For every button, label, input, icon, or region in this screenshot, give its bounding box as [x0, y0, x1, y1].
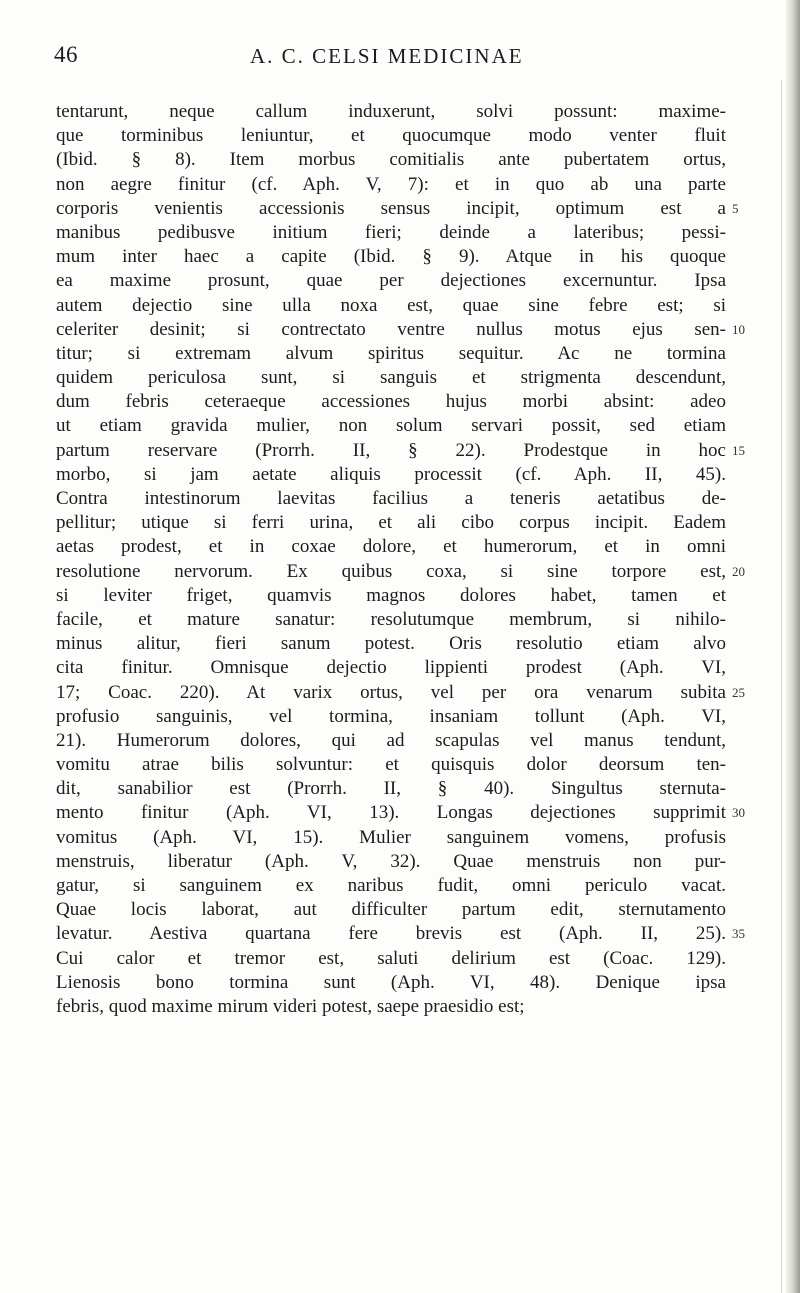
text-line: [56, 148, 726, 172]
text-line-content: (Ibid. § 8). Item morbus comitialis ante pubertatem ortus,: [56, 149, 726, 171]
text-line-content: Lienosis bono tormina sunt (Aph. VI, 48). Denique ipsa: [56, 971, 726, 993]
page-number: 46: [54, 42, 78, 67]
text-line: [56, 197, 739, 221]
text-line-content: autem dejectio sine ulla noxa est, quae sine febre est; si: [56, 294, 726, 316]
text-line-content: si leviter friget, quamvis magnos dolores habet, tamen et: [56, 584, 726, 606]
text-line: [56, 753, 726, 777]
text-line: [56, 898, 726, 922]
text-line: [56, 971, 726, 995]
page-fold-line: [781, 80, 782, 1293]
text-line: [56, 584, 726, 608]
text-line-content: dum febris ceteraeque accessiones hujus morbi absint: adeo: [56, 391, 726, 413]
text-line-content: manibus pedibusve initium fieri; deinde a lateribus; pessi-: [56, 221, 726, 243]
text-line: [56, 560, 745, 584]
text-line-content: titur; si extremam alvum spiritus sequitur. Ac ne tormina: [56, 342, 726, 364]
text-line: [56, 342, 726, 366]
text-line-content: Quae locis laborat, aut difficulter partum edit, sternutamento: [56, 899, 726, 921]
text-line-content: que torminibus leniuntur, et quocumque modo venter fluit: [56, 125, 726, 147]
text-line-content: vomitu atrae bilis solvuntur: et quisquis dolor deorsum ten-: [56, 754, 726, 776]
text-line: [56, 608, 726, 632]
text-line-content: ea maxime prosunt, quae per dejectiones excernuntur. Ipsa: [56, 270, 726, 292]
text-line: [56, 656, 726, 680]
text-line-content: vomitus (Aph. VI, 15). Mulier sanguinem vomens, profusis: [56, 826, 726, 848]
text-line-content: menstruis, liberatur (Aph. V, 32). Quae menstruis non pur-: [56, 850, 726, 872]
text-line: [56, 850, 726, 874]
text-line: [56, 777, 726, 801]
text-line: [56, 535, 726, 559]
text-line: [56, 269, 726, 293]
text-line: [56, 439, 745, 463]
body-text: [56, 100, 745, 1019]
text-line-content: mum inter haec a capite (Ibid. § 9). Atque in his quoque: [56, 246, 726, 268]
text-line-content: tentarunt, neque callum induxerunt, solvi possunt: maxime-: [56, 101, 726, 122]
text-line-content: profusio sanguinis, vel tormina, insaniam tollunt (Aph. VI,: [56, 705, 726, 727]
line-number: 5: [732, 200, 739, 216]
text-line: [56, 366, 726, 390]
line-number: 30: [732, 805, 745, 821]
text-line: [56, 173, 726, 197]
text-line-content: celeriter desinit; si contrectato ventre nullus motus ejus sen-: [56, 318, 726, 340]
text-line-content: facile, et mature sanatur: resolutumque membrum, si nihilo-: [56, 608, 726, 630]
text-line-content: pellitur; utique si ferri urina, et ali cibo corpus incipit. Eadem: [56, 512, 726, 534]
text-line: [56, 705, 726, 729]
text-line: [56, 826, 726, 850]
line-number: 10: [732, 321, 745, 337]
text-line: [56, 100, 726, 124]
running-head: A. C. CELSI MEDICINAE: [250, 44, 524, 68]
page-header: [54, 42, 754, 82]
text-line-content: cita finitur. Omnisque dejectio lippienti prodest (Aph. VI,: [56, 657, 726, 679]
text-line: [56, 318, 745, 342]
line-number: 15: [732, 442, 745, 458]
text-line: [56, 294, 726, 318]
text-line: [56, 995, 726, 1019]
text-line: [56, 874, 726, 898]
text-line-content: corporis venientis accessionis sensus incipit, optimum est a: [56, 197, 726, 219]
page-edge-shadow: [786, 0, 800, 1293]
line-number: 20: [732, 563, 745, 579]
text-line: [56, 922, 745, 946]
text-line-content: morbo, si jam aetate aliquis processit (cf. Aph. II, 45).: [56, 463, 726, 485]
text-line: [56, 463, 726, 487]
text-line: [56, 245, 726, 269]
text-line: [56, 632, 726, 656]
text-line-content: quidem periculosa sunt, si sanguis et strigmenta descendunt,: [56, 367, 726, 389]
text-line: [56, 681, 745, 705]
text-line: [56, 124, 726, 148]
text-line: [56, 390, 726, 414]
text-line: [56, 801, 745, 825]
text-line-content: non aegre finitur (cf. Aph. V, 7): et in quo ab una parte: [56, 173, 726, 195]
text-line-content: Cui calor et tremor est, saluti delirium est (Coac. 129).: [56, 947, 726, 969]
text-line-content: Contra intestinorum laevitas facilius a teneris aetatibus de-: [56, 488, 726, 509]
text-line-content: gatur, si sanguinem ex naribus fudit, omni periculo vacat.: [56, 875, 726, 896]
text-line: [56, 729, 726, 753]
text-line-content: resolutione nervorum. Ex quibus coxa, si sine torpore est,: [56, 560, 726, 582]
text-line: [56, 511, 726, 535]
text-line: [56, 221, 726, 245]
text-line-content: febris, quod maxime mirum videri potest, saepe praesidio est;: [56, 995, 525, 1017]
text-line-content: 17; Coac. 220). At varix ortus, vel per ora venarum subita: [56, 681, 726, 703]
text-line: [56, 414, 726, 438]
text-line-content: partum reservare (Prorrh. II, § 22). Prodestque in hoc: [56, 439, 726, 461]
text-line: [56, 947, 726, 971]
text-line-content: aetas prodest, et in coxae dolore, et humerorum, et in omni: [56, 536, 726, 558]
text-line-content: 21). Humerorum dolores, qui ad scapulas vel manus tendunt,: [56, 729, 726, 751]
text-line-content: mento finitur (Aph. VI, 13). Longas dejectiones supprimit: [56, 802, 726, 824]
line-number: 35: [732, 926, 745, 942]
text-line-content: dit, sanabilior est (Prorrh. II, § 40). Singultus sternuta-: [56, 778, 726, 800]
line-number: 25: [732, 684, 745, 700]
text-line-content: levatur. Aestiva quartana fere brevis est (Aph. II, 25).: [56, 923, 726, 945]
text-line-content: minus alitur, fieri sanum potest. Oris resolutio etiam alvo: [56, 633, 726, 655]
text-line: [56, 487, 726, 511]
text-line-content: ut etiam gravida mulier, non solum servari possit, sed etiam: [56, 415, 726, 437]
